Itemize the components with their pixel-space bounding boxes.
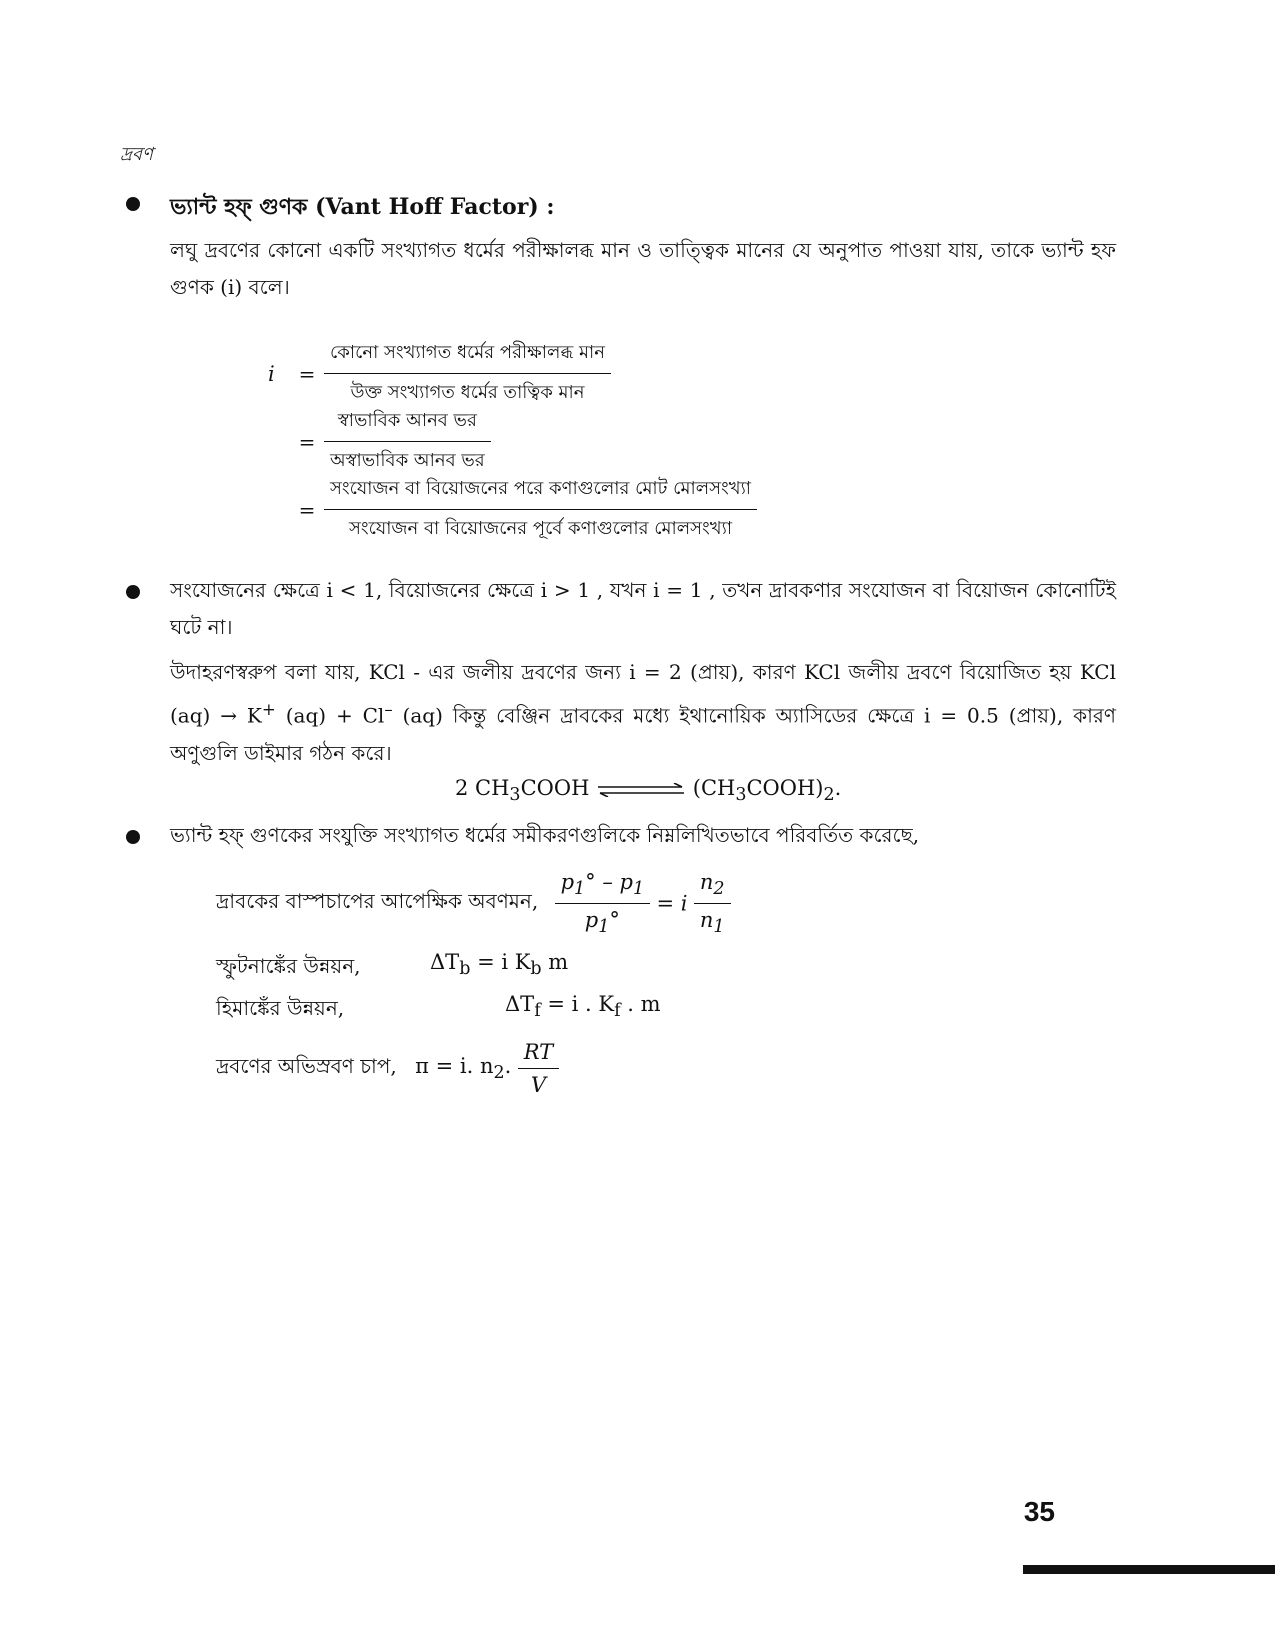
fraction-3-numerator: সংযোজন বা বিয়োজনের পরে কণাগুলোর মোট মোলসংখ্যা [324, 474, 757, 510]
osmotic-label: দ্রবণের অভিস্রবণ চাপ, [216, 1054, 397, 1078]
boiling-equation: $\Delta T_b = i$ $K_b$ m [430, 950, 569, 980]
product-sub-2: 2 [823, 785, 835, 806]
fraction-2 [324, 406, 491, 477]
bullet-3 [126, 830, 140, 844]
v-denominator: V [530, 1073, 546, 1097]
fraction-2-denominator: অস্বাভাবিক আনব ভর [330, 450, 485, 471]
footer-bar [1023, 1565, 1275, 1574]
reactant-coef: 2 CH [455, 776, 510, 800]
running-header: দ্রবণ [120, 144, 153, 165]
arrow-glyph: → [220, 703, 237, 728]
product-close: COOH) [746, 776, 824, 800]
example-text-2: K [237, 703, 262, 728]
modification-intro: ভ্যান্ট হফ্ গুণকের সংযুক্তি সংখ্যাগত ধর্মের সমীকরণগুলিকে নিম্নলিখিতভাবে পরিবর্তিত করেছে, [170, 823, 920, 847]
k-charge: + [261, 700, 276, 719]
product-open: (CH [692, 776, 736, 800]
equals-sign: = [298, 429, 316, 454]
dimer-reaction [455, 776, 841, 805]
rt-numerator: RT [518, 1040, 559, 1069]
formula-row-2 [268, 406, 757, 474]
mole-fraction [694, 870, 731, 937]
page-number: 35 [1023, 1496, 1055, 1527]
example-text-1: উদাহরণস্বরুপ বলা যায়, KCl - এর জলীয় দ্রবণের জন্য i = 2 (প্রায়), কারণ KCl জলীয় দ্রবণে বিয়োজিত হয় KCl (aq) [170, 660, 1116, 728]
vapour-numerator: $p_1^\circ - p_1$ [555, 870, 651, 904]
formula-block [268, 338, 757, 542]
equals-sign: = [298, 361, 316, 386]
vapour-pressure-equation [216, 870, 731, 937]
fraction-3 [324, 474, 757, 545]
rt-over-v-fraction [518, 1040, 559, 1097]
bullet-2 [126, 585, 140, 599]
equilibrium-arrow-icon [596, 783, 686, 797]
freezing-label: হিমাঙ্কেঁর উন্নয়ন, [216, 996, 345, 1020]
formula-row-3 [268, 474, 757, 542]
example-text-4: (aq) কিন্তু বেঞ্জিন দ্রাবকের মধ্যে ইথানোয়িক অ্যাসিডের ক্ষেত্রে i = 0.5 (প্রায়), কারণ অণুগুলি ডাইমার গঠন করে। [170, 703, 1116, 765]
vapour-denominator: $p_1^\circ$ [584, 908, 620, 938]
reaction-end: . [834, 776, 842, 800]
fraction-1-denominator: উক্ত সংখ্যাগত ধর্মের তাত্বিক মান [350, 382, 585, 403]
definition-paragraph: লঘু দ্রবণের কোনো একটি সংখ্যাগত ধর্মের পরীক্ষালব্ধ মান ও তাত্ত্বিক মানের যে অনুপাত পাওয়া যায়, তাকে ভ্যান্ট হফ গুণক (i) বলে। [170, 238, 1116, 299]
section-heading: ভ্যান্ট হফ্ গুণক (Vant Hoff Factor) : [170, 194, 555, 220]
mole-numerator: $n_2$ [694, 870, 731, 904]
cl-charge: – [384, 700, 393, 719]
vapour-label: দ্রাবকের বাস্পচাপের আপেক্ষিক অবণমন, [216, 889, 539, 914]
example-text-3: (aq) + Cl [275, 703, 385, 728]
equals-sign: = [298, 497, 316, 522]
boiling-label: স্ফুটনাঙ্কেঁর উন্নয়ন, [216, 954, 361, 978]
fraction-3-denominator: সংযোজন বা বিয়োজনের পূর্বে কণাগুলোর মোলসংখ্যা [348, 518, 733, 539]
formula-lhs: i [268, 361, 275, 386]
formula-row-1 [268, 338, 757, 406]
vapour-equals: = i [656, 891, 688, 916]
fraction-1 [324, 338, 611, 409]
mole-denominator: $n_1$ [699, 908, 725, 938]
vapour-fraction [555, 870, 651, 937]
example-paragraph [170, 654, 1116, 772]
osmotic-lhs: π = i. $n_2$. [415, 1053, 512, 1084]
condition-paragraph: সংযোজনের ক্ষেত্রে i < 1, বিয়োজনের ক্ষেত্রে i > 1 , যখন i = 1 , তখন দ্রাবকণার সংযোজন বা বিয়োজন কোনোটিই ঘটে না। [170, 578, 1116, 639]
reactant-mid: COOH [520, 776, 590, 800]
bullet-1 [126, 197, 140, 211]
reactant-sub: 3 [509, 785, 521, 806]
fraction-2-numerator: স্বাভাবিক আনব ভর [324, 406, 491, 442]
product-sub-1: 3 [735, 785, 747, 806]
fraction-1-numerator: কোনো সংখ্যাগত ধর্মের পরীক্ষালব্ধ মান [324, 338, 611, 374]
freezing-equation: $\Delta T_f = i$ . $K_f$ . m [505, 992, 661, 1022]
osmotic-pressure-equation [216, 1040, 559, 1097]
